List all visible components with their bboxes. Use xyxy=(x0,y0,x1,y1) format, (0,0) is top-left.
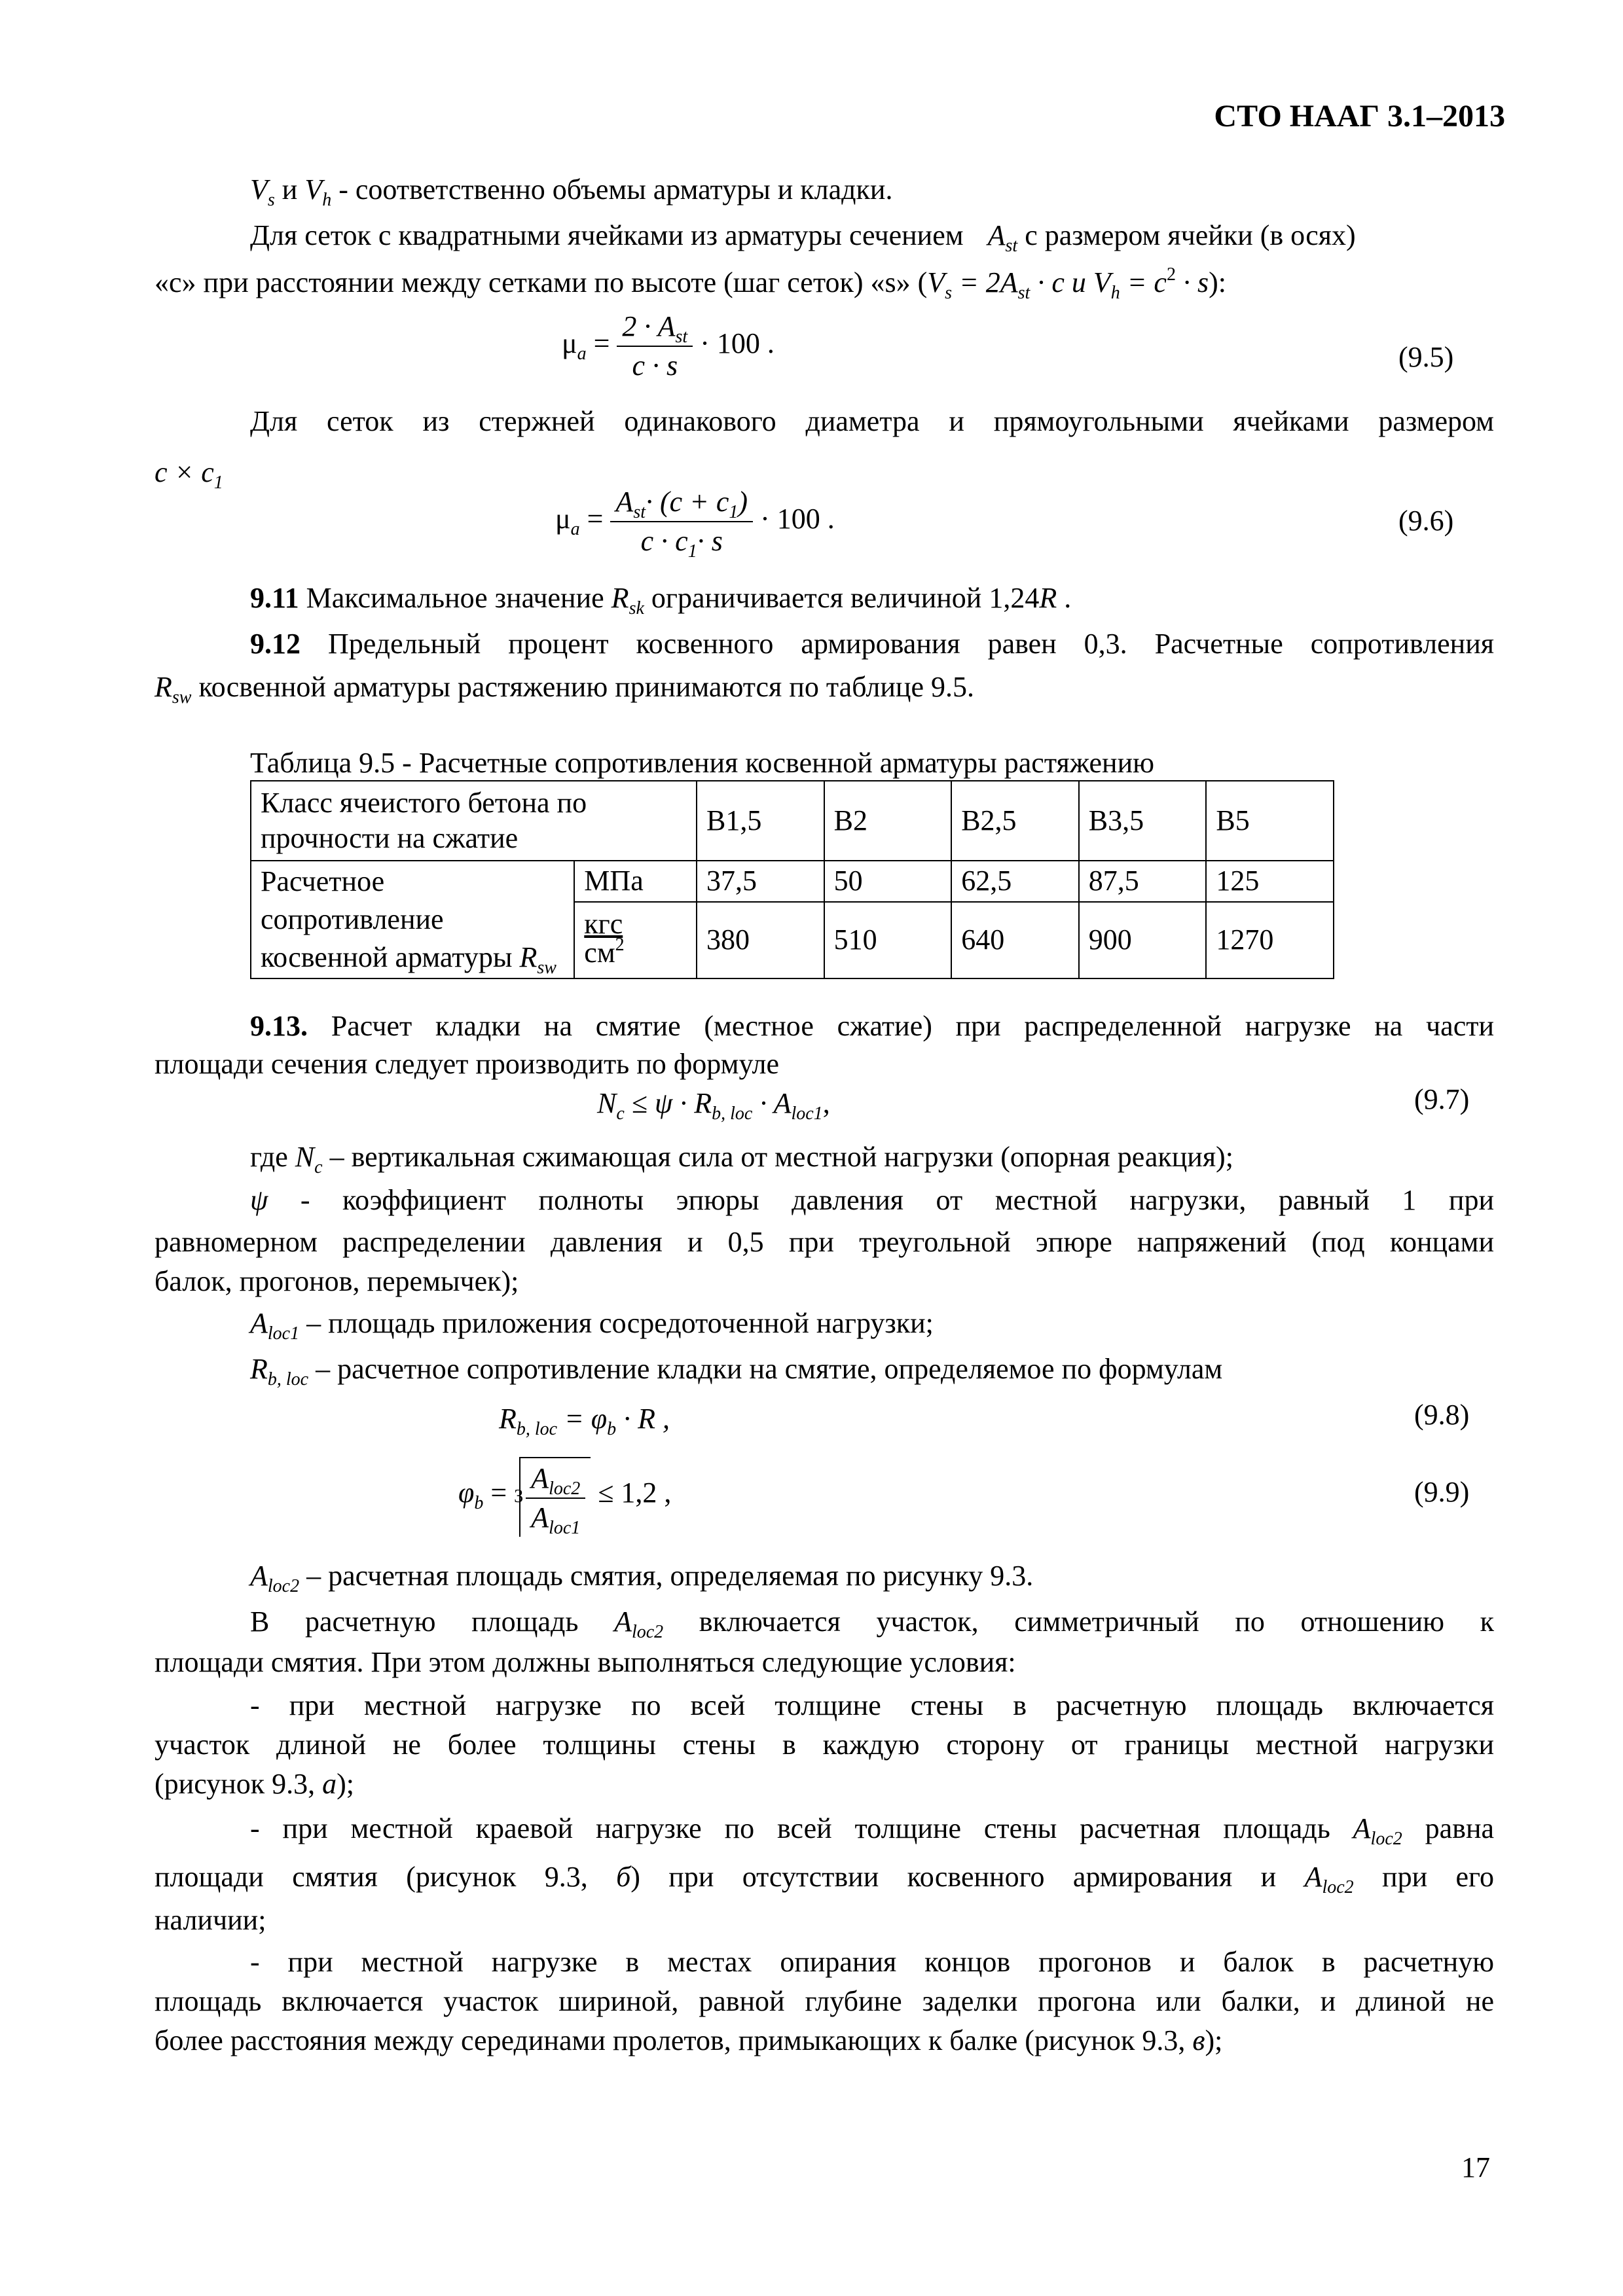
fraction xyxy=(617,308,693,385)
para-volumes xyxy=(250,169,892,211)
word-and: и xyxy=(282,173,298,206)
table-header-class: В5 xyxy=(1206,781,1334,861)
sub: b, loc xyxy=(516,1419,558,1439)
table-cell: 62,5 xyxy=(951,861,1079,902)
sub: loc1 xyxy=(267,1323,300,1344)
sub: 1 xyxy=(687,541,697,562)
var-vh-sub: h xyxy=(322,190,332,210)
sub: c xyxy=(616,1103,625,1124)
sub: loc2 xyxy=(1322,1877,1354,1897)
para-volumes-text: - соответственно объемы арматуры и кладки. xyxy=(338,173,893,206)
tail: ≤ 1,2 , xyxy=(598,1477,672,1509)
row-label-line2: косвенной арматуры xyxy=(261,941,513,973)
mu-sub: a xyxy=(577,344,587,365)
table-cell: 640 xyxy=(951,902,1079,978)
mid: · A xyxy=(759,1087,792,1119)
clause-number: 9.12 xyxy=(250,628,301,660)
text: более расстояния между серединами пролетов, примыкающих к балке (рисунок 9.3, xyxy=(155,2024,1193,2056)
num-end: ) xyxy=(738,486,748,518)
equation-9-7 xyxy=(597,1083,830,1124)
table-cell: 125 xyxy=(1206,861,1334,902)
table-cell: 37,5 xyxy=(697,861,824,902)
den-text: c · s xyxy=(632,350,678,382)
mu: μ xyxy=(562,327,577,360)
num-a: A xyxy=(615,486,634,518)
mu-sub: a xyxy=(570,519,580,540)
text: – расчетное сопротивление кладки на смятие, определяемое по формулам xyxy=(316,1353,1223,1385)
para-square-mesh-line2 xyxy=(155,262,1226,304)
den-a: A xyxy=(531,1501,549,1534)
num-tail: · (c + c xyxy=(646,486,729,518)
figure-letter: б xyxy=(616,1861,631,1893)
text: В расчетную площадь xyxy=(250,1605,579,1638)
text: ограничивается величиной 1,24 xyxy=(651,582,1040,614)
para-rect-mesh-line2 xyxy=(155,452,223,493)
sub: h xyxy=(1110,283,1120,303)
var-phi: φ xyxy=(458,1477,475,1509)
numerator xyxy=(526,1460,585,1499)
bullet-2-line3: наличии; xyxy=(155,1904,266,1936)
var-vh: V xyxy=(304,173,323,206)
sup: 2 xyxy=(1166,264,1176,285)
para-area-line2: площади смятия. При этом должны выполняться следующие условия: xyxy=(155,1646,1016,1678)
figure-letter: в xyxy=(1192,2024,1205,2056)
text: – площадь приложения сосредоточенной нагрузки; xyxy=(306,1307,934,1339)
sub: sw xyxy=(172,687,192,708)
sub: sw xyxy=(537,958,556,978)
text: – расчетная площадь смятия, определяемая по рисунку 9.3. xyxy=(306,1560,1034,1592)
var-ast: A xyxy=(987,219,1006,251)
equation-9-8 xyxy=(499,1398,670,1440)
root-body xyxy=(519,1457,591,1537)
table-header-class: В2,5 xyxy=(951,781,1079,861)
tail: · 100 . xyxy=(700,327,775,360)
var-psi: ψ xyxy=(250,1184,268,1216)
bullet-1-line3 xyxy=(155,1763,354,1805)
var-r: R xyxy=(250,1353,268,1385)
para-rect-mesh-line1: Для сеток из стержней одинакового диаметра и прямоугольными ячейками размером xyxy=(250,405,1494,437)
table-row-label xyxy=(251,861,574,978)
text: Предельный процент косвенного армирования равен 0,3. Расчетные сопротивления xyxy=(327,628,1494,660)
para-9-11 xyxy=(250,577,1071,619)
unit-mpa: МПа xyxy=(574,861,697,902)
relation: ≤ ψ · R xyxy=(631,1087,712,1119)
para-9-12-line1 xyxy=(250,623,1494,665)
text: ): xyxy=(1209,266,1226,298)
table-header-class: В3,5 xyxy=(1079,781,1207,861)
tail: · 100 . xyxy=(760,503,835,535)
text: Максимальное значение xyxy=(306,582,604,614)
var-r: R xyxy=(611,582,629,614)
where-aloc2 xyxy=(250,1555,1033,1597)
var-a: A xyxy=(1353,1812,1371,1844)
var-n: N xyxy=(295,1141,315,1173)
text: Для сеток с квадратными ячейками из арматуры сечением xyxy=(250,219,964,251)
end: , xyxy=(822,1087,830,1119)
equation-number-9-5: (9.5) xyxy=(1398,341,1454,373)
text: ) при отсутствии косвенного армирования и xyxy=(630,1861,1277,1893)
sub: loc2 xyxy=(631,1622,664,1642)
var-a: A xyxy=(614,1605,632,1638)
den-tail: · s xyxy=(697,525,723,557)
sub: b, loc xyxy=(267,1369,309,1390)
c-times-c1: c × c xyxy=(155,456,214,488)
equation-9-6 xyxy=(555,483,835,560)
sub: st xyxy=(1017,283,1030,303)
bullet-3-line3 xyxy=(155,2020,1222,2062)
sub: 1 xyxy=(213,473,223,493)
text: – вертикальная сжимающая сила от местной нагрузки (опорная реакция); xyxy=(329,1141,1233,1173)
table-cell: 1270 xyxy=(1206,902,1334,978)
var-a: A xyxy=(1304,1861,1322,1893)
var-a: A xyxy=(250,1560,268,1592)
text: равна xyxy=(1425,1812,1495,1844)
equation-9-9 xyxy=(458,1457,671,1537)
bullet-1-line2: участок длиной не более толщины стены в каждую сторону от границы местной нагрузки xyxy=(155,1729,1494,1761)
para-9-13-line2: площади сечения следует производить по формуле xyxy=(155,1048,780,1080)
sub: loc2 xyxy=(267,1576,300,1596)
cube-root xyxy=(514,1457,591,1537)
var-r: R xyxy=(155,671,172,703)
sub: st xyxy=(633,502,646,522)
num-sub: st xyxy=(675,327,688,347)
var-r: R xyxy=(1039,582,1057,614)
table-cell: 510 xyxy=(824,902,952,978)
para-square-mesh-line1 xyxy=(250,215,1356,257)
den: c · c xyxy=(640,525,688,557)
bullet-3-line2: площадь включается участок шириной, равной глубине заделки прогона или балки, и длиной не xyxy=(155,1985,1494,2017)
sub: b, loc xyxy=(712,1103,753,1124)
where-rbloc xyxy=(250,1348,1222,1390)
where-psi-line2: равномерном распределении давления и 0,5 при треугольной эпюре напряжений (под концами xyxy=(155,1226,1494,1258)
fraction xyxy=(610,483,753,560)
var-vs-sub: s xyxy=(267,190,275,210)
equals: = xyxy=(490,1477,507,1509)
var-r: R xyxy=(499,1403,517,1435)
text: - коэффициент полноты эпюры давления от местной нагрузки, равный 1 при xyxy=(300,1184,1494,1216)
text: «с» при расстоянии между сетками по высоте (шаг сеток) «s» ( xyxy=(155,266,928,298)
table-cell: 50 xyxy=(824,861,952,902)
unit-bottom xyxy=(584,937,624,969)
text: - при местной краевой нагрузке по всей толщине стены расчетная площадь xyxy=(250,1812,1330,1844)
formula-vs: V xyxy=(927,266,945,298)
tail: · R , xyxy=(623,1403,670,1435)
text: при его xyxy=(1382,1861,1495,1893)
table-cell: 380 xyxy=(697,902,824,978)
mu: μ xyxy=(555,503,571,535)
where-psi-line1 xyxy=(250,1179,1494,1221)
bullet-2-line2 xyxy=(155,1856,1494,1898)
sub: b xyxy=(607,1419,617,1439)
table-cell: 900 xyxy=(1079,902,1207,978)
equation-number-9-7: (9.7) xyxy=(1414,1083,1470,1115)
sub: s xyxy=(945,283,953,303)
text: включается участок, симметричный по отношению к xyxy=(699,1605,1495,1638)
fraction xyxy=(526,1460,585,1537)
numerator xyxy=(610,483,753,522)
num-text: 2 · A xyxy=(622,310,676,342)
sub: 1 xyxy=(729,502,739,522)
sub: loc1 xyxy=(791,1103,823,1124)
bullet-1-line1: - при местной нагрузке по всей толщине стены в расчетную площадь включается xyxy=(250,1689,1494,1721)
numerator xyxy=(617,308,693,347)
equation-9-5 xyxy=(562,308,775,385)
text: ); xyxy=(337,1768,354,1800)
equals: = xyxy=(587,503,611,535)
var-n: N xyxy=(597,1087,617,1119)
var-a: A xyxy=(250,1307,268,1339)
bullet-3-line1: - при местной нагрузке в местах опирания концов прогонов и балок в расчетную xyxy=(250,1946,1494,1978)
var-vs: V xyxy=(250,173,268,206)
sub: sk xyxy=(629,598,644,619)
table-header-class: В2 xyxy=(824,781,952,861)
sub: loc2 xyxy=(1370,1829,1402,1849)
var-r: R xyxy=(519,941,538,973)
equation-number-9-6: (9.6) xyxy=(1398,505,1454,537)
equals: = xyxy=(593,327,617,360)
table-9-5-caption: Таблица 9.5 - Расчетные сопротивления косвенной арматуры растяжению xyxy=(250,747,1155,779)
denominator xyxy=(610,522,753,560)
row-label-line1: Расчетное сопротивление xyxy=(261,865,444,935)
table-9-5 xyxy=(250,780,1334,979)
text: где xyxy=(250,1141,288,1173)
text: . xyxy=(1064,582,1072,614)
unit-fraction xyxy=(584,910,624,967)
para-9-12-line2 xyxy=(155,666,974,708)
table-header-class: В1,5 xyxy=(697,781,824,861)
equation-number-9-8: (9.8) xyxy=(1414,1399,1470,1431)
sub: loc1 xyxy=(549,1518,581,1538)
equation-number-9-9: (9.9) xyxy=(1414,1476,1470,1508)
text: косвенной арматуры растяжению принимаются по таблице 9.5. xyxy=(198,671,974,703)
sub: b xyxy=(474,1493,484,1513)
var-ast-sub: st xyxy=(1005,236,1018,256)
text: площади смятия (рисунок 9.3, xyxy=(155,1861,588,1893)
sup: 2 xyxy=(615,935,625,956)
formula-part: · c и V xyxy=(1037,266,1111,298)
where-aloc1 xyxy=(250,1302,934,1344)
clause-number: 9.13. xyxy=(250,1010,308,1042)
text: с размером ячейки (в осях) xyxy=(1025,219,1356,251)
formula-part: = 2A xyxy=(959,266,1018,298)
sub: loc2 xyxy=(549,1479,581,1499)
unit-bottom-text: см xyxy=(584,937,615,969)
formula-part: · s xyxy=(1182,266,1209,298)
text: ); xyxy=(1205,2024,1223,2056)
unit-kgs xyxy=(574,902,697,978)
relation: = φ xyxy=(564,1403,608,1435)
page-number: 17 xyxy=(1461,2151,1490,2183)
table-header-label: Класс ячеистого бетона по прочности на сжатие xyxy=(251,781,697,861)
text: (рисунок 9.3, xyxy=(155,1768,323,1800)
formula-part: = c xyxy=(1127,266,1167,298)
para-9-13-line1 xyxy=(250,1005,1494,1047)
figure-letter: а xyxy=(322,1768,337,1800)
root-index: 3 xyxy=(514,1486,524,1507)
para-area-line1 xyxy=(250,1601,1494,1643)
table-row xyxy=(251,861,1334,902)
sub: c xyxy=(314,1157,323,1177)
denominator xyxy=(526,1499,585,1537)
bullet-2-line1 xyxy=(250,1808,1494,1850)
where-psi-line3: балок, прогонов, перемычек); xyxy=(155,1265,519,1297)
where-nc xyxy=(250,1136,1233,1178)
text: Расчет кладки на смятие (местное сжатие) при распределенной нагрузке на части xyxy=(331,1010,1494,1042)
unit-top: кгс xyxy=(584,908,623,941)
clause-number: 9.11 xyxy=(250,582,299,614)
table-row xyxy=(251,781,1334,861)
document-code-header: СТО НААГ 3.1–2013 xyxy=(1214,99,1505,134)
num-a: A xyxy=(531,1462,549,1494)
table-cell: 87,5 xyxy=(1079,861,1207,902)
denominator xyxy=(617,347,693,385)
